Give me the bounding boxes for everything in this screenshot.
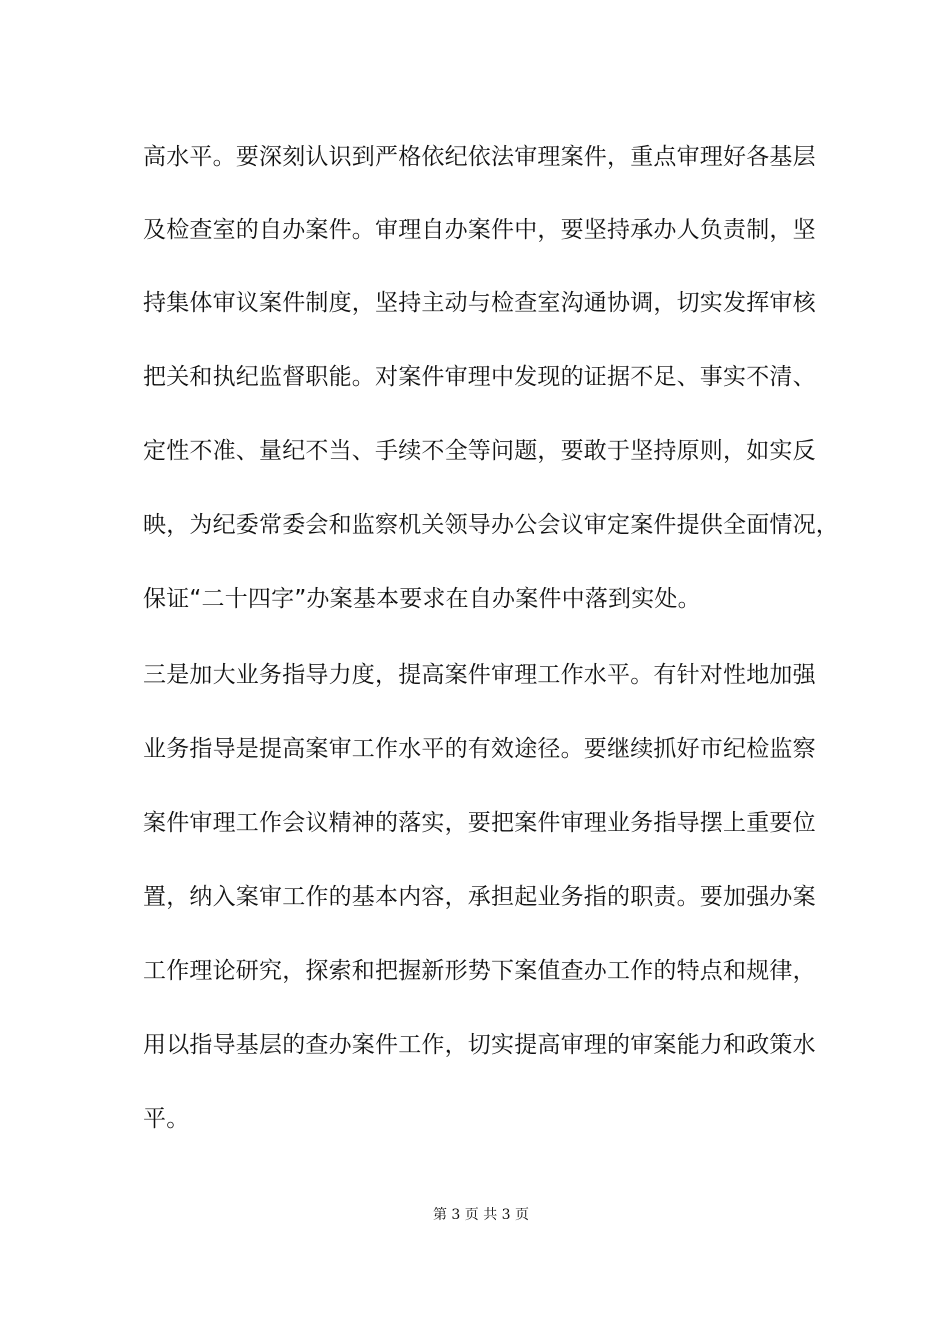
text-line-1: 高水平。要深刻认识到严格依纪依法审理案件，重点审理好各基层 <box>143 144 816 170</box>
text-line-12: 工作理论研究，探索和把握新形势下案值查办工作的特点和规律， <box>143 958 816 984</box>
text-line-5: 定性不准、量纪不当、手续不全等问题，要敢于坚持原则，如实反 <box>143 438 816 464</box>
text-line-8: 三是加大业务指导力度，提高案件审理工作水平。有针对性地加强 <box>143 662 816 688</box>
text-line-3: 持集体审议案件制度，坚持主动与检查室沟通协调，切实发挥审核 <box>143 290 816 316</box>
text-line-11: 置，纳入案审工作的基本内容，承担起业务指的职责。要加强办案 <box>143 884 816 910</box>
text-line-2: 及检查室的自办案件。审理自办案件中，要坚持承办人负责制，坚 <box>143 217 816 243</box>
text-line-7: 保证“二十四字”办案基本要求在自办案件中落到实处。 <box>143 586 701 612</box>
text-line-13: 用以指导基层的查办案件工作，切实提高审理的审案能力和政策水 <box>143 1032 816 1058</box>
text-line-4: 把关和执纪监督职能。对案件审理中发现的证据不足、事实不清、 <box>143 364 816 390</box>
page-footer: 第 3 页 共 3 页 <box>432 1207 530 1223</box>
text-line-14: 平。 <box>143 1106 190 1132</box>
text-line-6: 映，为纪委常委会和监察机关领导办公会议审定案件提供全面情况， <box>143 512 839 538</box>
text-line-9: 业务指导是提高案审工作水平的有效途径。要继续抓好市纪检监察 <box>143 736 816 762</box>
text-line-10: 案件审理工作会议精神的落实，要把案件审理业务指导摆上重要位 <box>143 810 816 836</box>
